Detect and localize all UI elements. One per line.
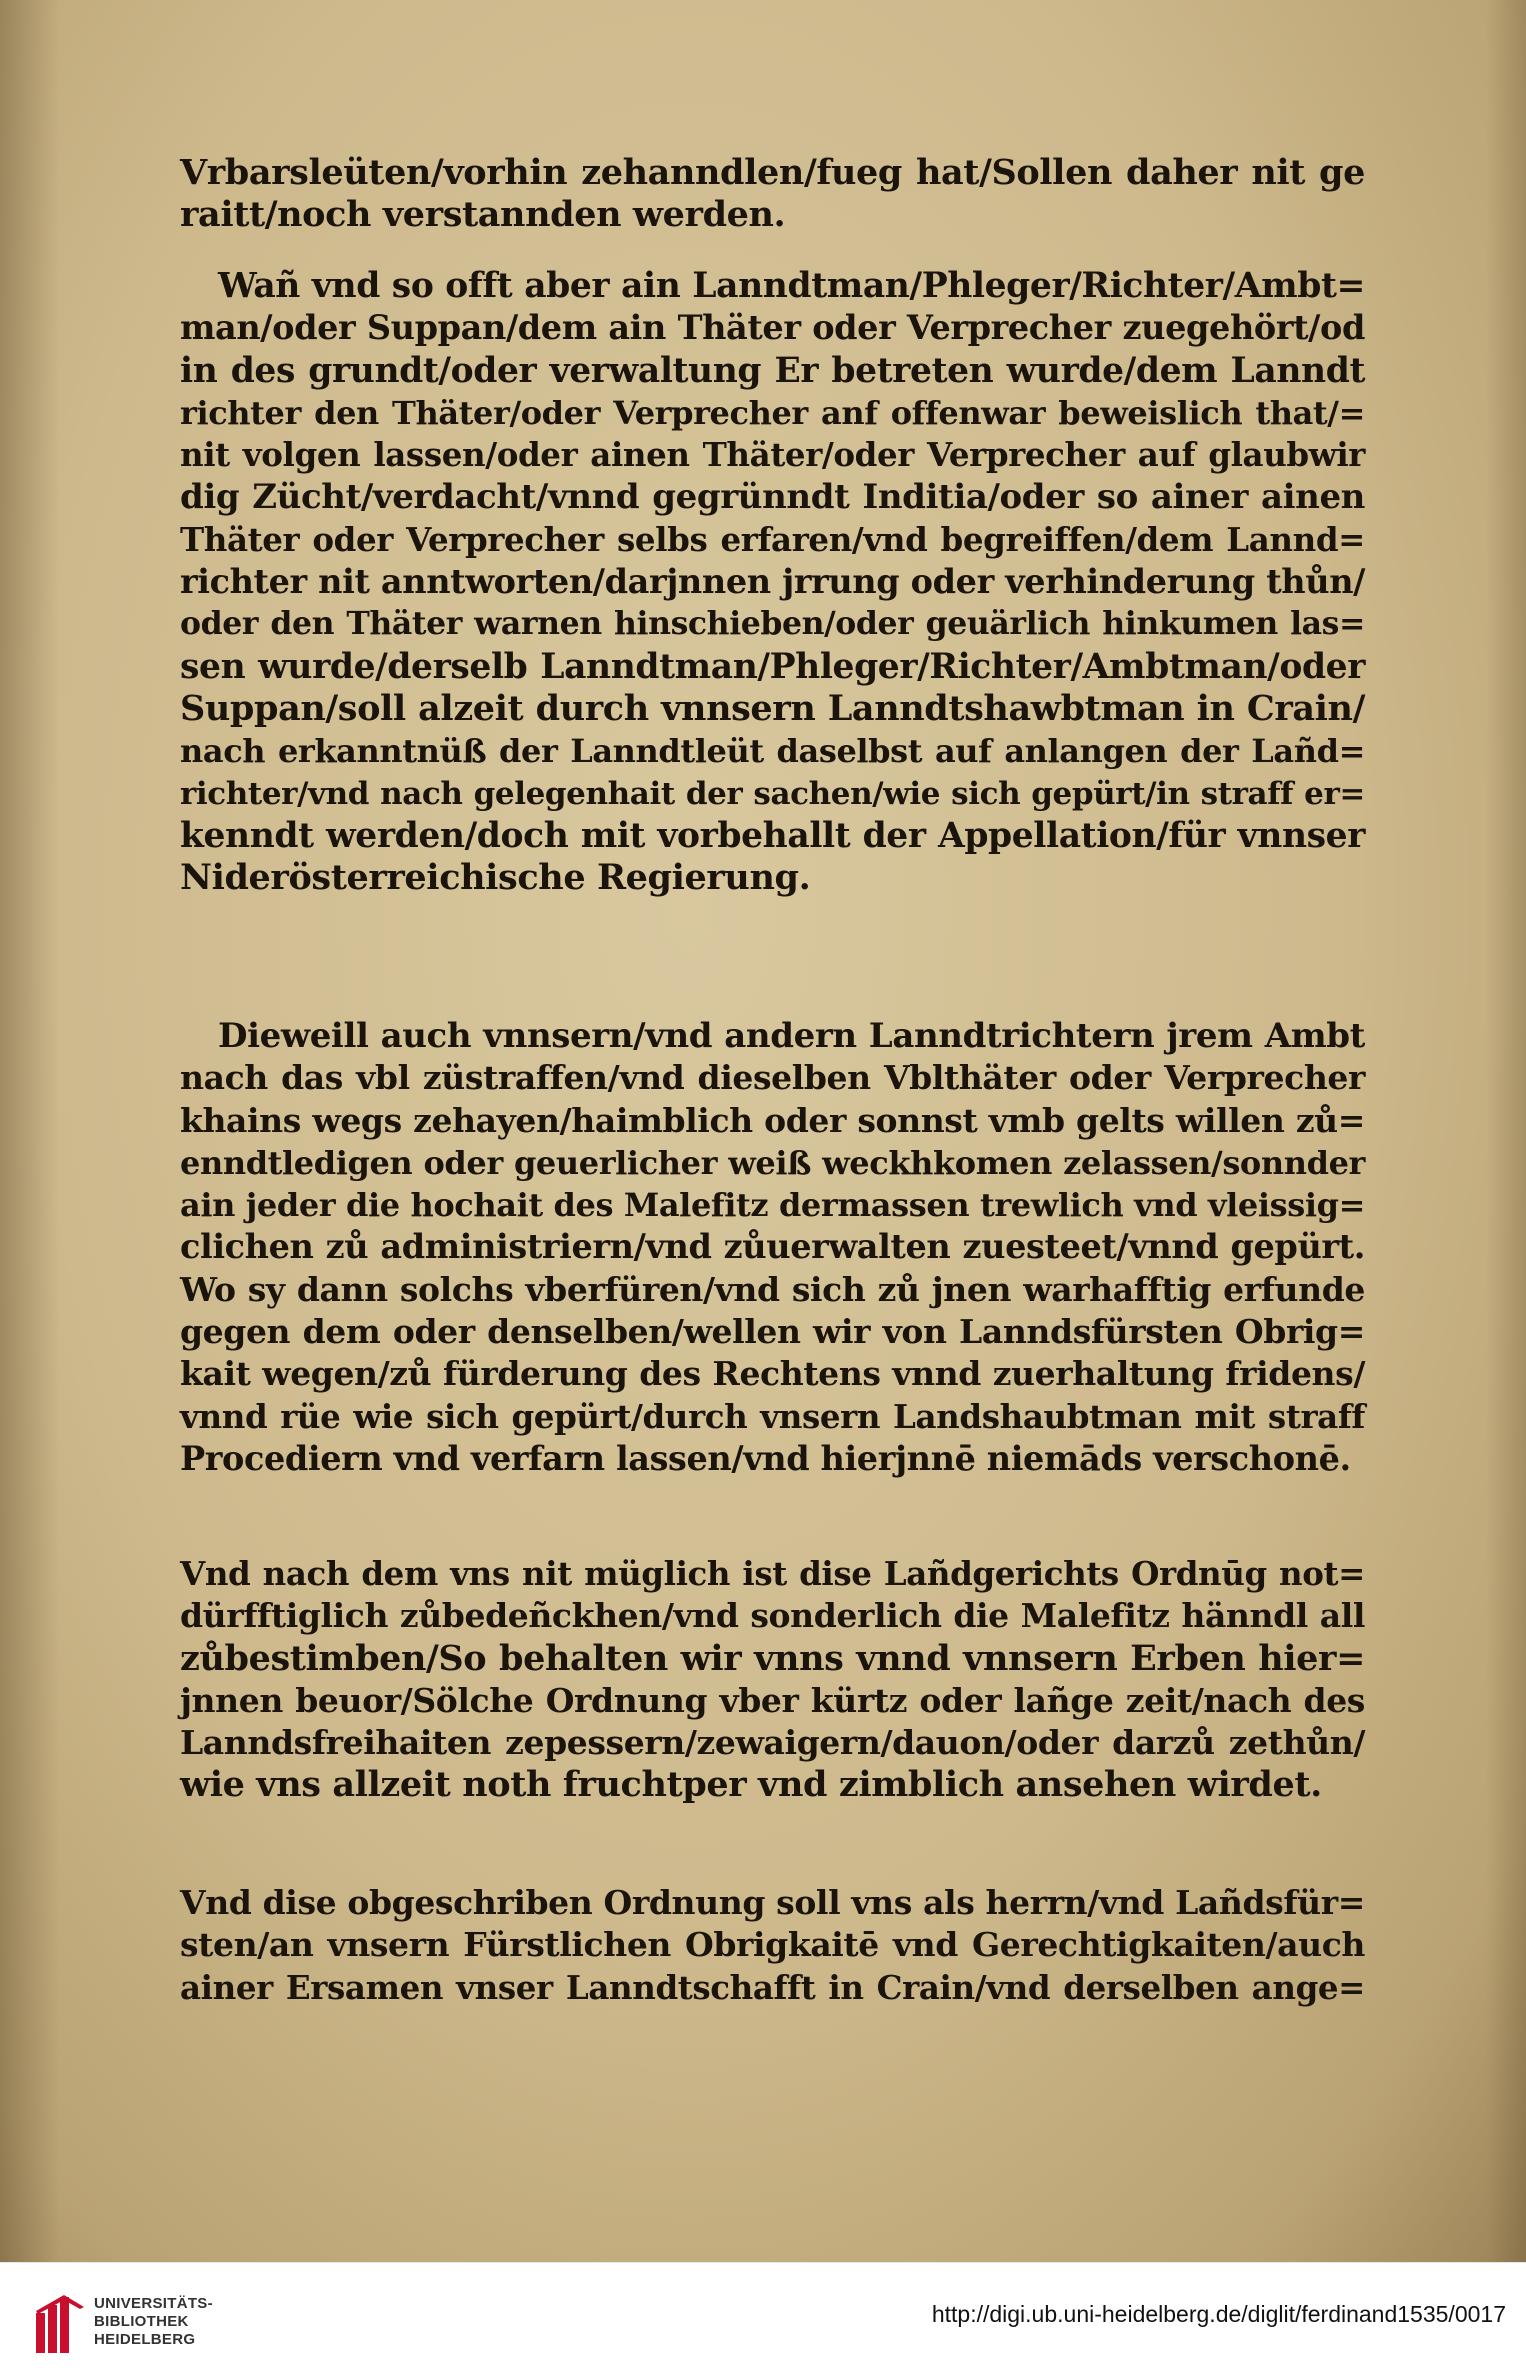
text-line: richter den Thäter/oder Verprecher anf offenwar beweislich that/= bbox=[180, 393, 1365, 432]
viewer-footer bbox=[0, 2262, 1526, 2379]
text-line: khains wegs zehayen/haimblich oder sonnst vmb gelts willen zů= bbox=[180, 1100, 1365, 1140]
text-line: richter nit anntworten/darjnnen jrrung oder verhinderung thůn/ bbox=[180, 562, 1365, 602]
text-line: zůbestimben/So behalten wir vnns vnnd vnnsern Erben hier= bbox=[180, 1637, 1365, 1679]
text-line: Suppan/soll alzeit durch vnnsern Lanndtshawbtman in Crain/ bbox=[180, 687, 1365, 729]
logo-bar-2 bbox=[48, 2305, 57, 2353]
text-line: Wo sy dann solchs vberfüren/vnd sich zů jnen warhafftig erfunde bbox=[180, 1269, 1365, 1309]
text-line: dürfftiglich zůbedeñckhen/vnd sonderlich die Malefitz hänndl all bbox=[180, 1596, 1365, 1636]
paragraph-5 bbox=[180, 1882, 1365, 2009]
text-line: vnnd rüe wie sich gepürt/durch vnsern Landshaubtman mit straff bbox=[180, 1396, 1365, 1436]
text-line: Lanndsfreihaiten zepessern/zewaigern/dauon/oder darzů zethůn/ bbox=[180, 1723, 1365, 1763]
page-shadow-right bbox=[1486, 0, 1526, 2262]
text-line: Thäter oder Verprecher selbs erfaren/vnd begreiffen/dem Lannd= bbox=[180, 519, 1365, 559]
text-line: man/oder Suppan/dem ain Thäter oder Verprecher zuegehört/od bbox=[180, 308, 1365, 348]
text-line: ainer Ersamen vnser Lanndtschafft in Crain/vnd derselben ange= bbox=[180, 1967, 1365, 2007]
text-line: sten/an vnsern Fürstlichen Obrigkaitē vnd Gerechtigkaiten/auch bbox=[180, 1925, 1365, 1965]
text-line: oder den Thäter warnen hinschieben/oder geuärlich hinkumen las= bbox=[180, 605, 1365, 643]
text-line: Vnd dise obgeschriben Ordnung soll vns als herrn/vnd Lañdsfür= bbox=[180, 1883, 1365, 1922]
paragraph-4 bbox=[180, 1553, 1365, 1807]
text-line: wie vns allzeit noth fruchtper vnd zimblich ansehen wirdet. bbox=[180, 1764, 1322, 1806]
library-name-line: BIBLIOTHEK bbox=[94, 2313, 189, 2330]
text-line: nach das vbl züstraffen/vnd dieselben Vblthäter oder Verprecher bbox=[180, 1058, 1365, 1098]
library-name-line: UNIVERSITÄTS- bbox=[94, 2295, 213, 2312]
text-line: Dieweill auch vnnsern/vnd andern Lanndtrichtern jrem Ambt bbox=[218, 1016, 1365, 1056]
text-line: ain jeder die hochait des Malefitz dermassen trewlich vnd vleissig= bbox=[180, 1186, 1365, 1225]
logo-bar-3 bbox=[60, 2297, 69, 2353]
text-line: kait wegen/zů fürderung des Rechtens vnnd zuerhaltung fridens/ bbox=[180, 1354, 1365, 1394]
text-line: enndtledigen oder geuerlicher weiß weckhkomen zelassen/sonnder bbox=[180, 1143, 1365, 1182]
paragraph-2 bbox=[180, 265, 1365, 899]
library-name-line: HEIDELBERG bbox=[94, 2331, 196, 2348]
text-line: raitt/noch verstannden werden. bbox=[180, 194, 786, 236]
text-line: Vnd nach dem vns nit müglich ist dise Lañdgerichts Ordnūg not= bbox=[180, 1554, 1365, 1593]
source-url-link[interactable]: http://digi.ub.uni-heidelberg.de/diglit/ferdinand1535/0017 bbox=[931, 2301, 1506, 2327]
text-line: dig Zücht/verdacht/vnnd gegrünndt Inditia/oder so ainer ainen bbox=[180, 477, 1365, 518]
page-shadow-left bbox=[0, 0, 60, 2262]
text-line: in des grundt/oder verwaltung Er betreten wurde/dem Lanndt bbox=[180, 350, 1365, 391]
paragraph-1 bbox=[180, 152, 1365, 237]
text-line: jnnen beuor/Sölche Ordnung vber kürtz oder lañge zeit/nach des bbox=[180, 1680, 1365, 1720]
text-line: Wañ vnd so offt aber ain Lanndtman/Phleger/Richter/Ambt= bbox=[218, 266, 1365, 306]
text-line: Procediern vnd verfarn lassen/vnd hierjnnē niemāds verschonē. bbox=[180, 1438, 1351, 1478]
text-line: clichen zů administriern/vnd zůuerwalten zuesteet/vnnd gepürt. bbox=[180, 1227, 1365, 1267]
logo-bar-1 bbox=[36, 2313, 45, 2353]
text-line: richter/vnd nach gelegenhait der sachen/wie sich gepürt/in straff er= bbox=[180, 775, 1365, 812]
library-logo-icon[interactable] bbox=[34, 2293, 86, 2355]
paragraph-3 bbox=[180, 1015, 1365, 1480]
text-line: nit volgen lassen/oder ainen Thäter/oder Verprecher auf glaubwir bbox=[180, 435, 1365, 475]
text-line: sen wurde/derselb Lanndtman/Phleger/Richter/Ambtman/oder bbox=[180, 646, 1365, 687]
text-line: Niderösterreichische Regierung. bbox=[180, 857, 811, 899]
text-line: kenndt werden/doch mit vorbehallt der Appellation/für vnnser bbox=[180, 815, 1365, 856]
library-name[interactable] bbox=[94, 2295, 213, 2349]
text-line: nach erkanntnüß der Lanndtleüt daselbst auf anlangen der Lañd= bbox=[180, 732, 1365, 771]
text-line: Vrbarsleüten/vorhin zehanndlen/fueg hat/Sollen daher nit ge bbox=[180, 152, 1365, 193]
text-line: gegen dem oder denselben/wellen wir von Lanndsfürsten Obrig= bbox=[180, 1312, 1365, 1352]
